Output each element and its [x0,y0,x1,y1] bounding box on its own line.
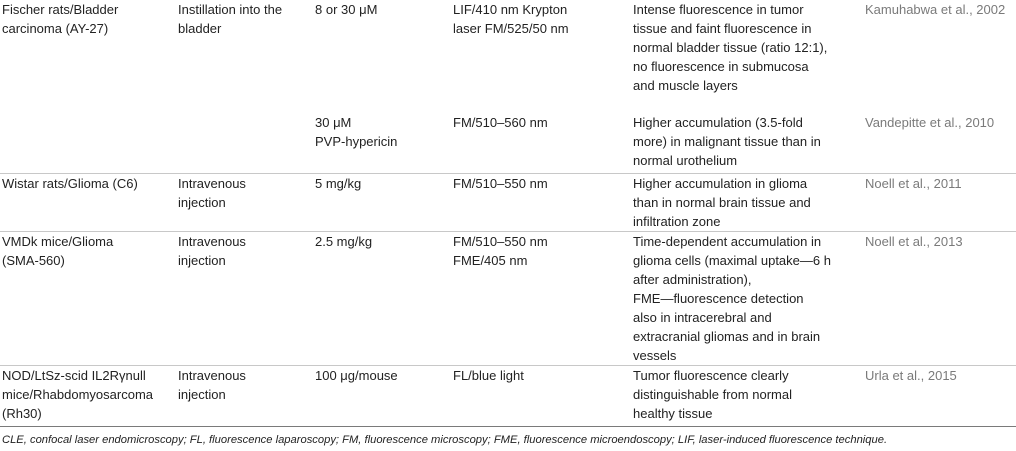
route-cell [178,113,315,173]
route-cell: Instillation into the bladder [178,2,283,36]
findings-cell: Intense fluorescence in tumor tissue and faint fluorescence in normal bladder tissue (ratio 12:1), no fluorescence in submucosa and muscle layers [633,2,828,93]
reference-cell: Kamuhabwa et al., 2002 [865,2,1006,17]
method-cell: LIF/410 nm Krypton laser FM/525/50 nm [453,2,569,36]
reference-cell: Noell et al., 2013 [865,231,1016,365]
dose-cell: 30 μM PVP-hypericin [315,113,453,173]
model-cell [0,113,178,173]
table-row [0,173,1016,231]
dose-cell: 100 μg/mouse [315,365,453,426]
dose-cell: 2.5 mg/kg [315,231,453,365]
model-cell: VMDk mice/Glioma (SMA-560) [0,231,178,365]
model-cell: Wistar rats/Glioma (C6) [0,173,178,231]
dose-cell: 8 or 30 μM [315,2,378,17]
method-cell: FM/510–550 nm [453,173,633,231]
method-cell: FM/510–550 nm FME/405 nm [453,231,633,365]
findings-cell: Tumor fluorescence clearly distinguishable from normal healthy tissue [633,365,865,426]
table-row [0,365,1016,426]
findings-cell: Higher accumulation in glioma than in normal brain tissue and infiltration zone [633,173,865,231]
table-row [0,231,1016,365]
table-footnote: CLE, confocal laser endomicroscopy; FL, fluorescence laparoscopy; FM, fluorescence microscopy; FME, fluorescence microendoscopy; LIF, laser-induced fluorescence technique. [2,434,888,446]
table-row [0,113,1016,173]
model-cell: Fischer rats/Bladder carcinoma (AY-27) [2,2,119,36]
route-cell: Intravenous injection [178,365,315,426]
findings-cell: Higher accumulation (3.5-fold more) in malignant tissue than in normal urothelium [633,113,865,173]
method-cell: FL/blue light [453,365,633,426]
findings-cell: Time-dependent accumulation in glioma cells (maximal uptake—6 h after administration), FME—fluorescence detection also in intracerebral and extracranial gliomas and in brain vessels [633,231,865,365]
route-cell: Intravenous injection [178,173,315,231]
route-cell: Intravenous injection [178,231,315,365]
dose-cell: 5 mg/kg [315,173,453,231]
table-row [0,0,1016,113]
reference-cell: Urla et al., 2015 [865,365,1016,426]
reference-cell: Vandepitte et al., 2010 [865,113,1016,173]
model-cell: NOD/LtSz-scid IL2Rγnull mice/Rhabdomyosarcoma (Rh30) [0,365,178,426]
reference-cell: Noell et al., 2011 [865,173,1016,231]
method-cell: FM/510–560 nm [453,113,633,173]
